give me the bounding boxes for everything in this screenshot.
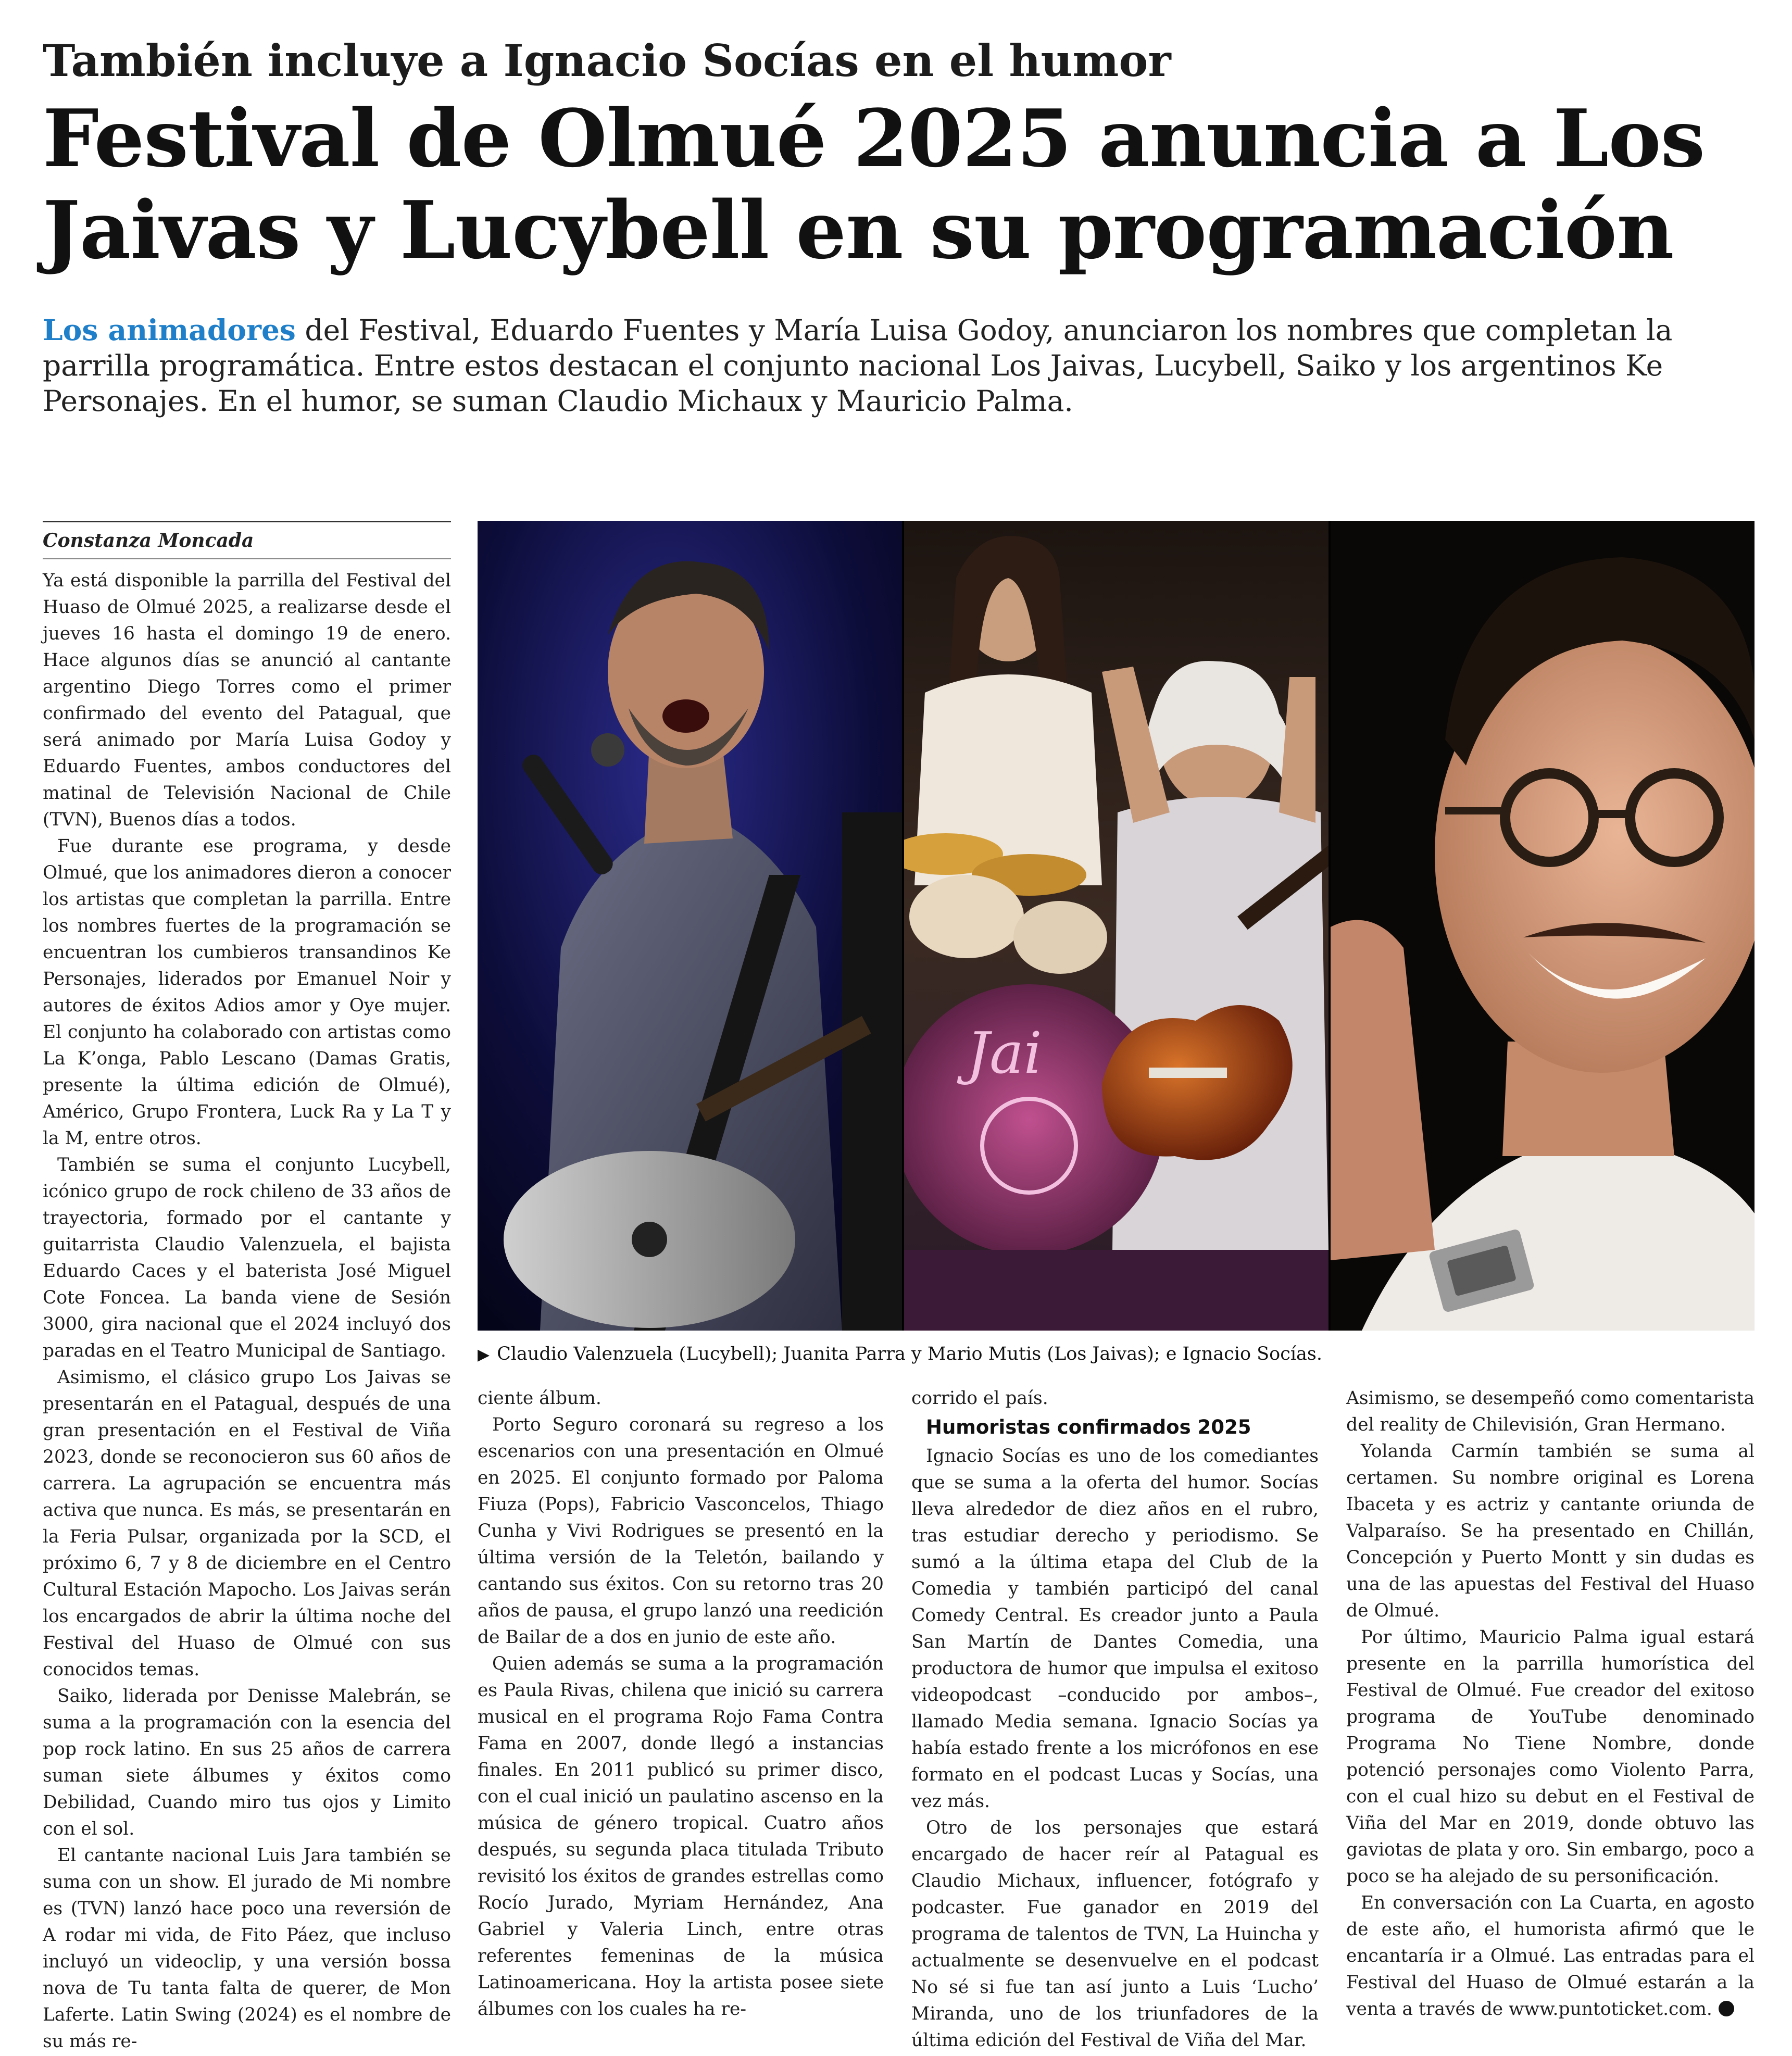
lede-lead-in: Los animadores (43, 313, 296, 347)
col3-paragraph: corrido el país. (911, 1388, 1048, 1409)
photo-caption (478, 1339, 1755, 1370)
col3-paragraph: Otro de los personajes que estará encargado de hacer reír al Patagual es Claudio Michaux, influencer, fotógrafo y podcaster. Fue ganador en 2019 del programa de talentos de TVN, La Huincha y actualmente se desenvuelve en el podcast No sé si fue tan así junto a Luis ‘Lucho’ Miranda, uno de los triunfadores de la última edición del Festival de Viña del Mar. (911, 1817, 1319, 2051)
photo-los-jaivas (904, 521, 1329, 1331)
lede-text: del Festival, Eduardo Fuentes y María Luisa Godoy, anunciaron los nombres que completan la parrilla programática. Entre estos destacan el conjunto nacional Los Jaivas, Lucybell, Saiko y los argentinos Ke Personajes. En el humor, se suman Claudio Michaux y Mauricio Palma. (43, 314, 1673, 418)
col2-paragraph: Porto Seguro coronará su regreso a los escenarios con una presentación en Olmué en 2025. El conjunto formado por Paloma Fiuza (Pops), Fabricio Vasconcelos, Thiago Cunha y Vivi Rodrigues se presentó en la última versión de la Teletón, bailando y cantando sus éxitos. Con su retorno tras 20 años de pausa, el grupo lanzó una reedición de Bailar de a dos en junio de este año. (478, 1414, 884, 1648)
column-4 (1346, 1385, 1755, 2052)
byline-bottom-rule (43, 558, 451, 559)
caption-arrow-icon: ▶ (478, 1346, 490, 1364)
byline: Constanza Moncada (43, 530, 254, 551)
headline-line-1: Festival de Olmué 2025 anuncia a Los (43, 92, 1705, 185)
col2-paragraph: Quien además se suma a la programación es Paula Rivas, chilena que inició su carrera musical en el programa Rojo Fama Contra Fama en 2007, donde llegó a instancias finales. En 2011 publicó su primer disco, con el cual inició un paulatino ascenso en la música de género tropical. Cuatro años después, su segunda placa titulada Tributo revisitó los éxitos de grandes estrellas como Rocío Jurado, Myriam Hernández, Ana Gabriel y Valeria Linch, entre otras referentes femeninas de la música Latinoamericana. Hoy la artista posee siete álbumes con los cuales ha re- (478, 1653, 884, 2020)
col3-paragraph: Ignacio Socías es uno de los comediantes que se suma a la oferta del humor. Socías lleva alrededor de diez años en el rubro, tras estudiar derecho y periodismo. Se sumó a la última etapa del Club de la Comedia y también participó del canal Comedy Central. Es creador junto a Paula San Martín de Dantes Comedia, una productora de humor que impulsa el exitoso videopodcast –conducido por ambos–, llamado Media semana. Ignacio Socías ya había estado frente a los micrófonos en ese formato en el podcast Lucas y Socías, una vez más. (911, 1446, 1319, 1812)
col2-paragraph: ciente álbum. (478, 1388, 601, 1409)
column-3 (911, 1385, 1319, 2052)
end-mark-icon (1719, 2001, 1734, 2016)
headline-line-2: Jaivas y Lucybell en su programación (43, 183, 1674, 277)
col1-paragraph: Ya está disponible la parrilla del Festival del Huaso de Olmué 2025, a realizarse desde el jueves 16 hasta el domingo 19 de enero. Hace algunos días se anunció al cantante argentino Diego Torres como el primer confirmado del evento del Patagual, que será animado por María Luisa Godoy y Eduardo Fuentes, ambos conductores del matinal de Televisión Nacional de Chile (TVN), Buenos días a todos. (43, 570, 451, 830)
col4-paragraph: Por último, Mauricio Palma igual estará presente en la parrilla humorística del Festival de Olmué. Fue creador del exitoso programa de YouTube denominado Programa No Tiene Nombre, donde potenció personajes como Violento Parra, con el cual hizo su debut en el Festival de Viña del Mar en 2019, donde obtuvo las gaviotas de plata y oro. Sin embargo, poco a poco se ha alejado de su personificación. (1346, 1627, 1755, 1887)
article-headline (43, 93, 1761, 276)
column-1 (43, 568, 451, 2052)
photo-claudio-valenzuela (478, 521, 902, 1331)
drum-logo-text: Jai (967, 1020, 1042, 1086)
article-lede (43, 312, 1761, 419)
col1-paragraph: El cantante nacional Luis Jara también se suma con un show. El jurado de Mi nombre es (TVN) lanzó hace poco una reversión de A rodar mi vida, de Fito Páez, que incluso incluyó un videoclip, y una versión bossa nova de Tu tanta falta de querer, de Mon Laferte. Latin Swing (2024) es el nombre de su más re- (43, 1845, 451, 2052)
col4-paragraph (1346, 1890, 1755, 2023)
col1-paragraph: También se suma el conjunto Lucybell, icónico grupo de rock chileno de 33 años de trayectoria, formado por el cantante y guitarrista Claudio Valenzuela, el bajista Eduardo Caces y el baterista José Miguel Cote Foncea. La banda viene de Sesión 3000, gira nacional que el 2024 incluyó dos paradas en el Teatro Municipal de Santiago. (43, 1155, 451, 1361)
photo-ignacio-socias (1331, 521, 1755, 1331)
article-kicker: También incluye a Ignacio Socías en el humor (43, 35, 1171, 86)
col4-paragraph: Yolanda Carmín también se suma al certamen. Su nombre original es Lorena Ibaceta y es actriz y cantante oriunda de Valparaíso. Se ha presentado en Chillán, Concepción y Puerto Montt y sin dudas es una de las apuestas del Festival del Huaso de Olmué. (1346, 1441, 1755, 1621)
caption-text: Claudio Valenzuela (Lucybell); Juanita Parra y Mario Mutis (Los Jaivas); e Ignacio Socías. (497, 1344, 1322, 1364)
photo-strip (478, 521, 1755, 1331)
col4-last-text: En conversación con La Cuarta, en agosto de este año, el humorista afirmó que le encantaría ir a Olmué. Las entradas para el Festival del Huaso de Olmué estarán a la venta a través de www.puntoticket.com. (1346, 1892, 1755, 2020)
column-2 (478, 1385, 884, 2052)
col1-paragraph: Fue durante ese programa, y desde Olmué, que los animadores dieron a conocer los artistas que completan la parrilla. Entre los nombres fuertes de la programación se encuentran los cumbieros transandinos Ke Personajes, liderados por Emanuel Noir y autores de éxitos Adios amor y Oye mujer. El conjunto ha colaborado con artistas como La K’onga, Pablo Lescano (Damas Gratis, presente la última edición de Olmué), Américo, Grupo Frontera, Luck Ra y La T y la M, entre otros. (43, 836, 451, 1149)
section-subhead: Humoristas confirmados 2025 (926, 1416, 1251, 1438)
byline-top-rule (43, 521, 451, 522)
col4-paragraph: Asimismo, se desempeñó como comentarista del reality de Chilevisión, Gran Hermano. (1346, 1388, 1755, 1435)
col1-paragraph: Asimismo, el clásico grupo Los Jaivas se presentarán en el Patagual, después de una gran presentación en el Festival de Viña 2023, donde se reconocieron sus 60 años de carrera. La agrupación se encuentra más activa que nunca. Es más, se presentarán en la Feria Pulsar, organizada por la SCD, el próximo 6, 7 y 8 de diciembre en el Centro Cultural Estación Mapocho. Los Jaivas serán los encargados de abrir la última noche del Festival del Huaso de Olmué con sus conocidos temas. (43, 1367, 451, 1680)
col1-paragraph: Saiko, liderada por Denisse Malebrán, se suma a la programación con la esencia del pop rock latino. En sus 25 años de carrera suman siete álbumes y éxitos como Debilidad, Cuando miro tus ojos y Limito con el sol. (43, 1686, 451, 1839)
